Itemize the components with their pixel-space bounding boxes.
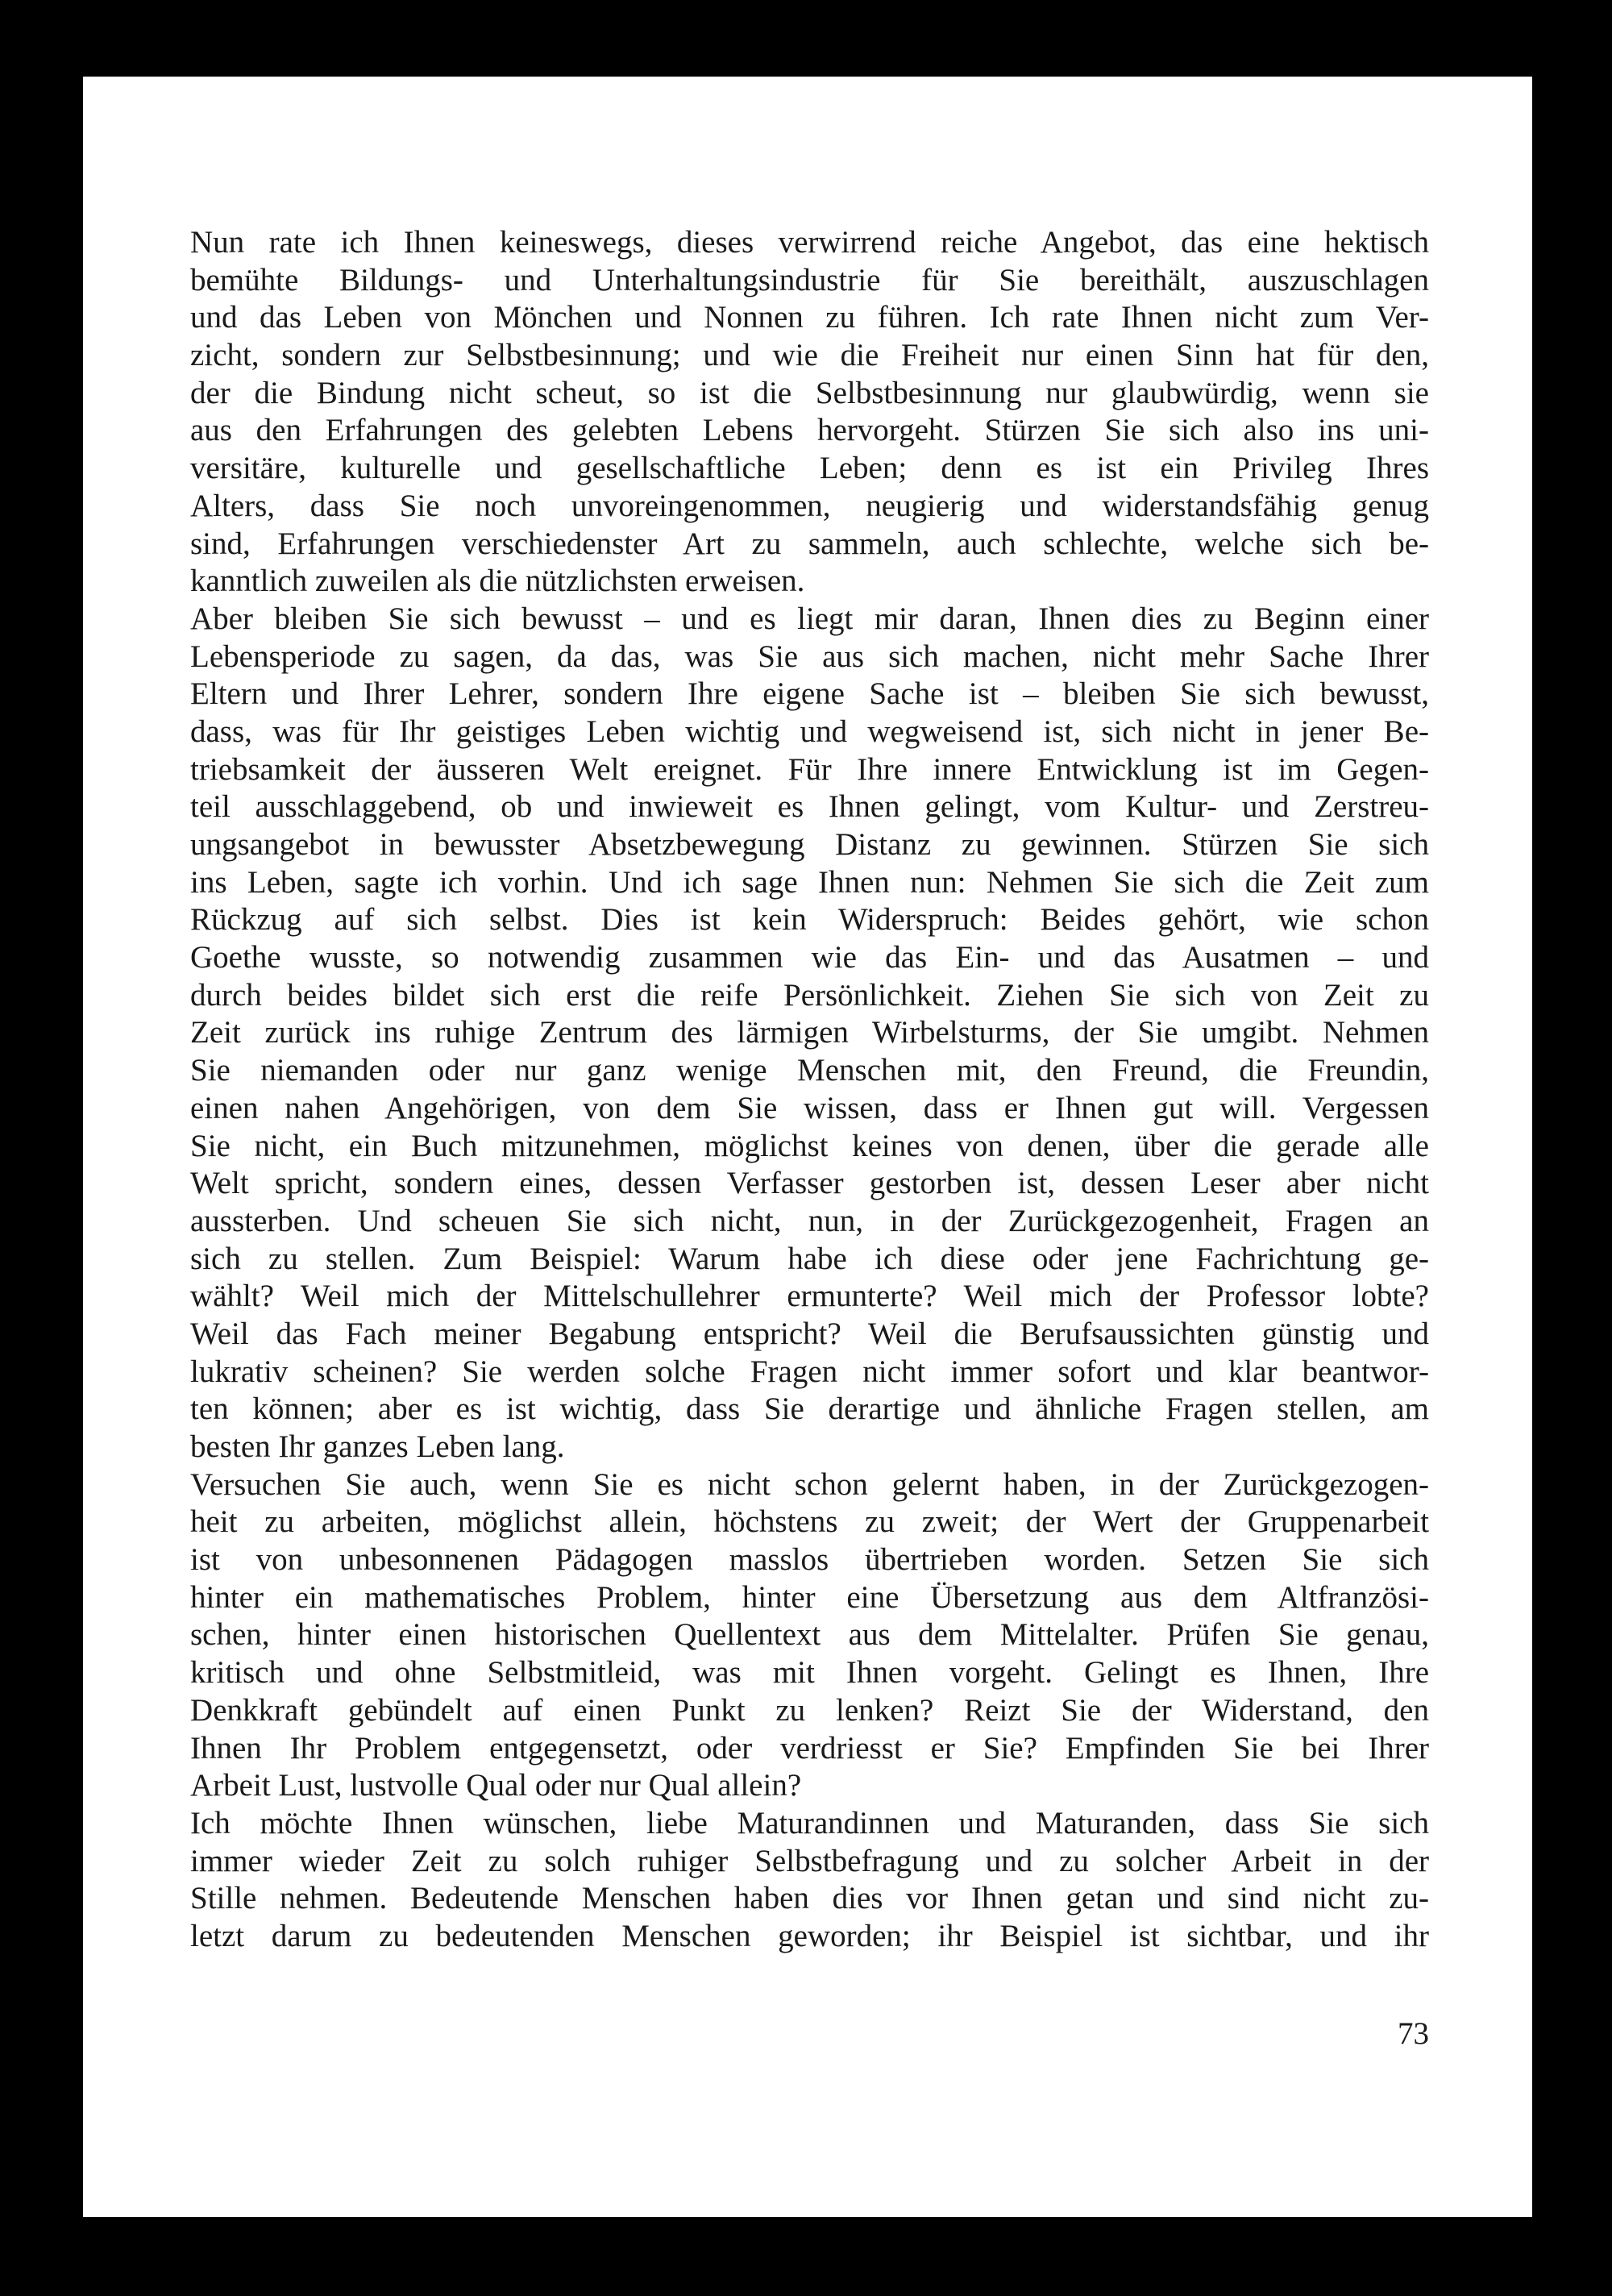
text-line: Weil das Fach meiner Begabung entspricht? Weil die Berufsaussichten günstig und	[190, 1316, 1429, 1351]
text-line: Arbeit Lust, lustvolle Qual oder nur Qual allein?	[190, 1768, 802, 1803]
text-line: heit zu arbeiten, möglichst allein, höchstens zu zweit; der Wert der Gruppenarbeit	[190, 1504, 1429, 1540]
text-line: Zeit zurück ins ruhige Zentrum des lärmigen Wirbelsturms, der Sie umgibt. Nehmen	[190, 1015, 1429, 1050]
text-line: schen, hinter einen historischen Quellentext aus dem Mittelalter. Prüfen Sie genau,	[190, 1617, 1429, 1653]
text-line: kanntlich zuweilen als die nützlichsten erweisen.	[190, 564, 805, 599]
text-line: Sie niemanden oder nur ganz wenige Menschen mit, den Freund, die Freundin,	[190, 1053, 1429, 1088]
text-line: ten können; aber es ist wichtig, dass Sie derartige und ähnliche Fragen stellen, am	[190, 1391, 1429, 1427]
text-line: einen nahen Angehörigen, von dem Sie wissen, dass er Ihnen gut will. Vergessen	[190, 1090, 1429, 1125]
text-line: Denkkraft gebündelt auf einen Punkt zu lenken? Reizt Sie der Widerstand, den	[190, 1692, 1429, 1728]
text-line: ins Leben, sagte ich vorhin. Und ich sage Ihnen nun: Nehmen Sie sich die Zeit zum	[190, 864, 1429, 900]
text-line: Goethe wusste, so notwendig zusammen wie das Ein- und das Ausatmen – und	[190, 940, 1429, 975]
text-line: und das Leben von Mönchen und Nonnen zu führen. Ich rate Ihnen nicht zum Ver-	[190, 300, 1429, 335]
text-line: Sie nicht, ein Buch mitzunehmen, möglichst keines von denen, über die gerade alle	[190, 1128, 1429, 1163]
text-line: Welt spricht, sondern eines, dessen Verfasser gestorben ist, dessen Leser aber nicht	[190, 1166, 1429, 1201]
text-line: besten Ihr ganzes Leben lang.	[190, 1429, 565, 1464]
page-number: 73	[1398, 2016, 1429, 2051]
text-line: versitäre, kulturelle und gesellschaftliche Leben; denn es ist ein Privileg Ihres	[190, 451, 1429, 486]
text-line: immer wieder Zeit zu solch ruhiger Selbstbefragung und zu solcher Arbeit in der	[190, 1843, 1429, 1878]
book-page	[83, 77, 1532, 2217]
text-line: ungsangebot in bewusster Absetzbewegung Distanz zu gewinnen. Stürzen Sie sich	[190, 827, 1429, 862]
text-line: sich zu stellen. Zum Beispiel: Warum habe ich diese oder jene Fachrichtung ge-	[190, 1241, 1429, 1276]
text-line: Ihnen Ihr Problem entgegensetzt, oder verdriesst er Sie? Empfinden Sie bei Ihrer	[190, 1730, 1429, 1766]
body-text	[190, 224, 1429, 1956]
text-line: der die Bindung nicht scheut, so ist die Selbstbesinnung nur glaubwürdig, wenn sie	[190, 375, 1429, 410]
text-line: wählt? Weil mich der Mittelschullehrer ermunterte? Weil mich der Professor lobte?	[190, 1279, 1429, 1314]
text-line: aus den Erfahrungen des gelebten Lebens hervorgeht. Stürzen Sie sich also ins uni-	[190, 413, 1429, 448]
text-line: durch beides bildet sich erst die reife Persönlichkeit. Ziehen Sie sich von Zeit zu	[190, 977, 1429, 1013]
text-line: triebsamkeit der äusseren Welt ereignet. Für Ihre innere Entwicklung ist im Gegen-	[190, 751, 1429, 787]
text-line: aussterben. Und scheuen Sie sich nicht, nun, in der Zurückgezogenheit, Fragen an	[190, 1203, 1429, 1238]
text-line: ist von unbesonnenen Pädagogen masslos übertrieben worden. Setzen Sie sich	[190, 1542, 1429, 1578]
text-line: letzt darum zu bedeutenden Menschen geworden; ihr Beispiel ist sichtbar, und ihr	[190, 1918, 1429, 1953]
text-line: Aber bleiben Sie sich bewusst – und es liegt mir daran, Ihnen dies zu Beginn einer	[190, 601, 1429, 636]
text-line: Lebensperiode zu sagen, da das, was Sie aus sich machen, nicht mehr Sache Ihrer	[190, 638, 1429, 674]
text-line: Rückzug auf sich selbst. Dies ist kein Widerspruch: Beides gehört, wie schon	[190, 902, 1429, 938]
text-line: Versuchen Sie auch, wenn Sie es nicht schon gelernt haben, in der Zurückgezogen-	[190, 1466, 1429, 1502]
text-line: Alters, dass Sie noch unvoreingenommen, neugierig und widerstandsfähig genug	[190, 488, 1429, 523]
text-line: Ich möchte Ihnen wünschen, liebe Maturandinnen und Maturanden, dass Sie sich	[190, 1805, 1429, 1841]
text-line: zicht, sondern zur Selbstbesinnung; und wie die Freiheit nur einen Sinn hat für den,	[190, 338, 1429, 373]
text-line: Eltern und Ihrer Lehrer, sondern Ihre eigene Sache ist – bleiben Sie sich bewusst,	[190, 676, 1429, 712]
text-line: bemühte Bildungs- und Unterhaltungsindustrie für Sie bereithält, auszuschlagen	[190, 262, 1429, 297]
text-line: lukrativ scheinen? Sie werden solche Fragen nicht immer sofort und klar beantwor-	[190, 1354, 1429, 1389]
text-line: kritisch und ohne Selbstmitleid, was mit Ihnen vorgeht. Gelingt es Ihnen, Ihre	[190, 1655, 1429, 1691]
text-line: Stille nehmen. Bedeutende Menschen haben dies vor Ihnen getan und sind nicht zu-	[190, 1881, 1429, 1916]
text-line: hinter ein mathematisches Problem, hinter eine Übersetzung aus dem Altfranzösi-	[190, 1579, 1429, 1615]
text-line: dass, was für Ihr geistiges Leben wichtig und wegweisend ist, sich nicht in jener Be-	[190, 713, 1429, 749]
text-line: teil ausschlaggebend, ob und inwieweit es Ihnen gelingt, vom Kultur- und Zerstreu-	[190, 789, 1429, 825]
text-line: sind, Erfahrungen verschiedenster Art zu sammeln, auch schlechte, welche sich be-	[190, 526, 1429, 561]
text-line: Nun rate ich Ihnen keineswegs, dieses verwirrend reiche Angebot, das eine hektisch	[190, 225, 1429, 260]
